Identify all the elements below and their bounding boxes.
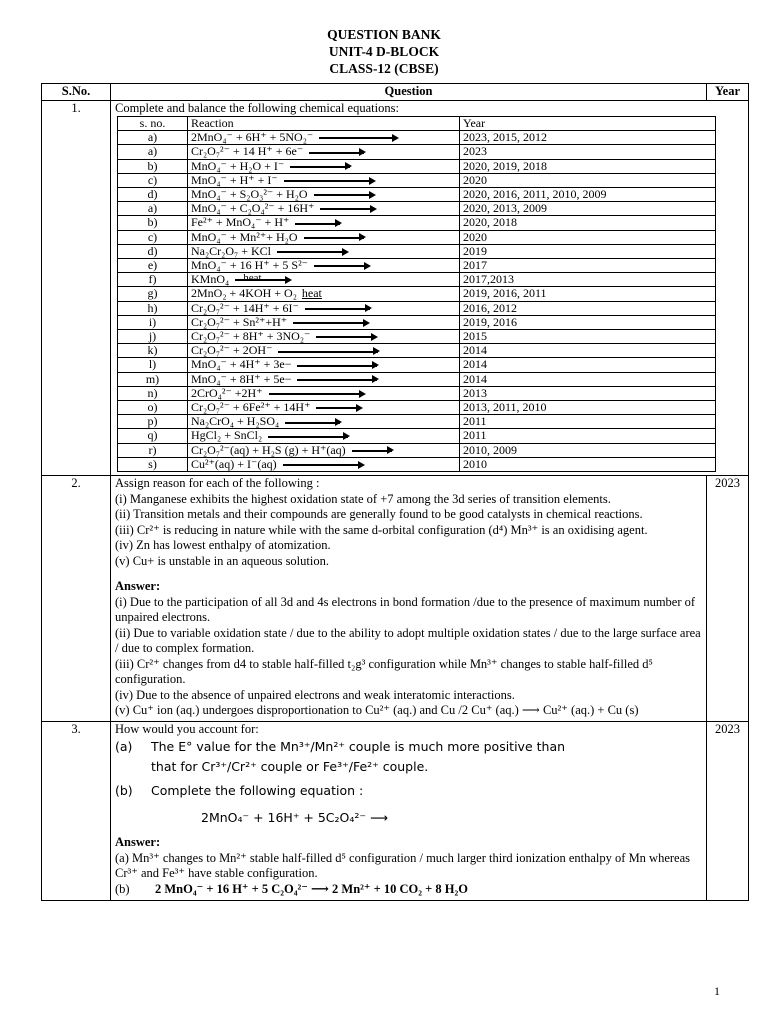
q2-item-4: (iv) Zn has lowest enthalpy of atomization.: [115, 538, 331, 553]
reaction-label: b): [118, 216, 188, 230]
q2-answer-4: (iv) Due to the absence of unpaired electrons and weak interatomic interactions.: [115, 687, 515, 702]
reaction-arrow-icon: [352, 450, 392, 452]
reaction-cell: [188, 145, 460, 159]
q3-answer-label: Answer:: [115, 835, 161, 850]
reaction-row: [118, 358, 716, 372]
reaction-cell: [188, 330, 460, 344]
reaction-year: 2015: [460, 330, 716, 344]
q2-item-1: (i) Manganese exhibits the highest oxidation state of +7 among the 3d series of transition elements.: [115, 491, 611, 506]
reaction-label: c): [118, 173, 188, 187]
q1-prompt: Complete and balance the following chemical equations:: [115, 100, 399, 115]
reaction-row: [118, 188, 716, 202]
q3-answer-b-label: (b): [115, 881, 130, 896]
year-header: Year: [707, 84, 749, 101]
reaction-label: s): [118, 457, 188, 471]
reaction-cell: [188, 244, 460, 258]
reaction-year: 2020: [460, 173, 716, 187]
reaction-year: 2014: [460, 372, 716, 386]
reaction-cell: [188, 429, 460, 443]
reaction-row: [118, 273, 716, 287]
q3-a-line1: The E° value for the Mn³⁺/Mn²⁺ couple is much more positive than: [151, 739, 566, 755]
table-header-row: [42, 84, 749, 101]
reaction-label: a): [118, 202, 188, 216]
reaction-text: MnO₄⁻ + 4H⁺ + 3e−: [191, 357, 292, 372]
reaction-row: [118, 344, 716, 358]
reaction-label: f): [118, 273, 188, 287]
reaction-text: Cr₂O₇²⁻ + 8H⁺ + 3NO₂⁻: [191, 329, 311, 344]
reaction-text: Cu²⁺(aq) + I⁻(aq): [191, 457, 277, 471]
reaction-year: 2017: [460, 259, 716, 273]
reaction-row: [118, 287, 716, 301]
reaction-row: [118, 372, 716, 386]
reaction-year: 2014: [460, 344, 716, 358]
q3-intro: How would you account for:: [115, 721, 259, 736]
reaction-cell: [188, 401, 460, 415]
reaction-row: [118, 429, 716, 443]
reaction-label: p): [118, 415, 188, 429]
reaction-row: [118, 216, 716, 230]
reaction-cell: [188, 301, 460, 315]
question-number: 1.: [42, 100, 111, 476]
reaction-arrow-icon: [285, 422, 340, 424]
reaction-year: 2019, 2016: [460, 315, 716, 329]
reaction-text: MnO₄⁻ + H⁺ + I⁻: [191, 173, 278, 187]
reaction-year: 2010, 2009: [460, 443, 716, 457]
q2-year: 2023: [707, 476, 749, 722]
reaction-arrow-icon: [304, 237, 364, 239]
reaction-cell: [188, 202, 460, 216]
reaction-cell: [188, 287, 460, 301]
reaction-label: d): [118, 244, 188, 258]
reaction-cell: [188, 273, 460, 287]
reaction-text: Cr₂O₇²⁻ + 2OH⁻: [191, 343, 273, 358]
reaction-label: h): [118, 301, 188, 315]
reaction-row: [118, 159, 716, 173]
q2-item-2: (ii) Transition metals and their compounds are generally found to be good catalysts in chemical reactions.: [115, 507, 643, 522]
reaction-text: Fe²⁺ + MnO₄⁻ + H⁺: [191, 215, 290, 230]
reaction-cell: [188, 315, 460, 329]
reaction-cell: [188, 173, 460, 187]
reaction-label: b): [118, 159, 188, 173]
reaction-text: Na₂CrO₄ + H₂SO₄: [191, 414, 280, 429]
reaction-text: MnO₄⁻ + Mn²⁺+ H₂O: [191, 230, 298, 244]
reaction-label: a): [118, 145, 188, 159]
q3-b-equation: 2MnO₄⁻ + 16H⁺ + 5C₂O₄²⁻ ⟶: [201, 810, 388, 826]
sno-header: S.No.: [42, 84, 111, 101]
reaction-text: 2MnO₂ + 4KOH + O₂: [191, 286, 297, 301]
reaction-year: 2016, 2012: [460, 301, 716, 315]
reaction-year: 2010: [460, 457, 716, 471]
reaction-year: 2019: [460, 244, 716, 258]
page-number: 1: [714, 984, 720, 998]
reaction-row: [118, 457, 716, 471]
q3-answer-a: (a) Mn³⁺ changes to Mn²⁺ stable half-filled d⁵ configuration / much larger third ionization enthalpy of Mn whereas Cr³⁺ and Fe³⁺ have stable configuration.: [115, 850, 691, 881]
reaction-label: a): [118, 131, 188, 145]
reaction-cell: [188, 358, 460, 372]
title-class: CLASS-12 (CBSE): [329, 61, 439, 76]
question-row-3: [42, 721, 749, 901]
reaction-text: MnO₄⁻ + 16 H⁺ + 5 S²⁻: [191, 258, 308, 273]
reaction-text: MnO₄⁻ + H₂O + I⁻: [191, 159, 285, 173]
reaction-label: o): [118, 401, 188, 415]
reaction-cell: [188, 344, 460, 358]
q2-item-3: (iii) Cr²⁺ is reducing in nature while with the same d-orbital configuration (d⁴) Mn³⁺ is an oxidising agent.: [115, 522, 648, 537]
reaction-arrow-icon: [277, 251, 347, 253]
reaction-text: HgCl₂ + SnCl₂: [191, 428, 263, 443]
q3-answer-b: 2 MnO₄⁻ + 16 H⁺ + 5 C₂O₄²⁻ ⟶ 2 Mn²⁺ + 10 CO₂ + 8 H₂O: [155, 881, 468, 896]
reaction-arrow-icon: [295, 223, 340, 225]
reaction-text: 2CrO₄²⁻ +2H⁺: [191, 386, 263, 400]
reaction-arrow-icon: [278, 351, 378, 353]
reaction-text: Cr₂O₇²⁻ + 6Fe²⁺ + 14H⁺: [191, 400, 311, 415]
reaction-table: [117, 116, 716, 472]
reaction-row: [118, 301, 716, 315]
reaction-condition: heat: [301, 286, 322, 301]
reaction-arrow-icon: [297, 379, 377, 381]
reaction-label: k): [118, 344, 188, 358]
reaction-label: j): [118, 330, 188, 344]
reaction-row: [118, 230, 716, 244]
question-number: 2.: [42, 476, 111, 722]
reaction-row: [118, 202, 716, 216]
reaction-label: r): [118, 443, 188, 457]
reaction-cell: [188, 159, 460, 173]
question-row-1: [42, 100, 749, 476]
reaction-label: q): [118, 429, 188, 443]
reaction-arrow-icon: [320, 208, 375, 210]
reaction-row: [118, 386, 716, 400]
reaction-year: 2011: [460, 429, 716, 443]
reaction-text: Cr₂O₇²⁻(aq) + H₂S (g) + H⁺(aq): [191, 443, 346, 457]
reaction-year: 2020: [460, 230, 716, 244]
reaction-text: MnO₄⁻ + C₂O₄²⁻ + 16H⁺: [191, 201, 315, 216]
question-header: Question: [111, 84, 707, 101]
reaction-year: 2020, 2016, 2011, 2010, 2009: [460, 188, 716, 202]
reaction-arrow-icon: [314, 265, 369, 267]
q3-b-text: Complete the following equation :: [151, 783, 364, 799]
reaction-arrow-icon: [297, 365, 377, 367]
reaction-year: 2013, 2011, 2010: [460, 401, 716, 415]
reaction-cell: [188, 131, 460, 145]
reaction-row: [118, 173, 716, 187]
reaction-arrow-icon: [293, 322, 368, 324]
q3-a-label: (a): [115, 739, 133, 755]
reaction-year-header: Year: [460, 117, 716, 131]
title-unit: UNIT-4 D-BLOCK: [328, 44, 440, 59]
reaction-arrow-icon: [316, 407, 361, 409]
reaction-cell: [188, 230, 460, 244]
reaction-row: [118, 259, 716, 273]
reaction-text: Na₂Cr₂O₇ + KCl: [191, 244, 271, 258]
reaction-arrow-icon: [305, 308, 370, 310]
reaction-year: 2023: [460, 145, 716, 159]
q2-answer-2: (ii) Due to variable oxidation state / due to the ability to adopt multiple oxidation states / due to the large surface area / due to complex formation.: [115, 625, 701, 656]
reaction-cell: [188, 457, 460, 471]
reaction-arrow-icon: [269, 393, 364, 395]
reaction-table-header: [118, 117, 716, 131]
reaction-arrow-icon: [314, 194, 374, 196]
reaction-label: d): [118, 188, 188, 202]
reaction-cell: [188, 372, 460, 386]
reaction-arrow-icon: [283, 464, 363, 466]
reaction-arrow-icon: [235, 272, 290, 285]
reaction-row: [118, 443, 716, 457]
reaction-row: [118, 244, 716, 258]
reaction-year: 2020, 2019, 2018: [460, 159, 716, 173]
reaction-cell: [188, 443, 460, 457]
reaction-cell: [188, 216, 460, 230]
q2-answer-1: (i) Due to the participation of all 3d and 4s electrons in bond formation /due to the presence of maximum number of unpaired electrons.: [115, 594, 696, 625]
reaction-row: [118, 131, 716, 145]
reaction-cell: [188, 188, 460, 202]
reaction-row: [118, 145, 716, 159]
q2-intro: Assign reason for each of the following :: [115, 476, 320, 491]
reaction-label: g): [118, 287, 188, 301]
reaction-text: MnO₄⁻ + S₂O₃²⁻ + H₂O: [191, 187, 308, 202]
reaction-year: 2020, 2018: [460, 216, 716, 230]
q3-b-label: (b): [115, 783, 133, 799]
reaction-cell: [188, 386, 460, 400]
reaction-year: 2013: [460, 386, 716, 400]
q2-answer-3: (iii) Cr²⁺ changes from d4 to stable half-filled t₂g³ configuration while Mn³⁺ changes to stable half-filled d⁵ configuration.: [115, 656, 653, 687]
reaction-label: l): [118, 358, 188, 372]
question-number: 3.: [42, 721, 111, 901]
reaction-row: [118, 401, 716, 415]
reaction-header: Reaction: [188, 117, 460, 131]
reaction-text: Cr₂O₇²⁻ + 14H⁺ + 6I⁻: [191, 301, 299, 315]
q3-a-line2: that for Cr³⁺/Cr²⁺ couple or Fe³⁺/Fe²⁺ couple.: [151, 759, 429, 775]
q2-item-5: (v) Cu+ is unstable in an aqueous solution.: [115, 553, 329, 568]
reaction-text: 2MnO₄⁻ + 6H⁺ + 5NO₂⁻: [191, 130, 314, 145]
reaction-label: m): [118, 372, 188, 386]
q2-answer-label: Answer:: [115, 579, 161, 594]
reaction-arrow-icon: [319, 137, 397, 139]
reaction-row: [118, 415, 716, 429]
reaction-label: e): [118, 259, 188, 273]
reaction-text: MnO₄⁻ + 8H⁺ + 5e−: [191, 372, 292, 386]
reaction-cell: [188, 259, 460, 273]
reaction-text: Cr₂O₇²⁻ + Sn²⁺+H⁺: [191, 315, 288, 329]
reaction-year: 2019, 2016, 2011: [460, 287, 716, 301]
reaction-year: 2017,2013: [460, 273, 716, 287]
reaction-text: KMnO₄: [191, 272, 230, 287]
question-table: [41, 83, 749, 901]
q3-year: 2023: [707, 721, 749, 901]
reaction-label: c): [118, 230, 188, 244]
title-question-bank: QUESTION BANK: [327, 27, 441, 42]
q2-answer-5: (v) Cu⁺ ion (aq.) undergoes disproportionation to Cu²⁺ (aq.) and Cu /2 Cu⁺ (aq.) ⟶ Cu²⁺ (aq.) + Cu (s): [115, 703, 639, 718]
question-row-2: [42, 476, 749, 722]
reaction-cell: [188, 415, 460, 429]
reaction-row: [118, 330, 716, 344]
reaction-condition: heat: [243, 272, 262, 285]
reaction-label: i): [118, 315, 188, 329]
reaction-text: Cr₂O₇²⁻ + 14 H⁺ + 6e⁻: [191, 144, 304, 159]
reaction-year: 2014: [460, 358, 716, 372]
reaction-year: 2011: [460, 415, 716, 429]
reaction-arrow-icon: [316, 336, 376, 338]
reaction-label: n): [118, 386, 188, 400]
reaction-arrow-icon: [290, 166, 350, 168]
reaction-year: 2020, 2013, 2009: [460, 202, 716, 216]
reaction-year: 2023, 2015, 2012: [460, 131, 716, 145]
reaction-arrow-icon: [309, 152, 364, 154]
reaction-row: [118, 315, 716, 329]
reaction-sno-header: s. no.: [118, 117, 188, 131]
reaction-arrow-icon: [284, 180, 374, 182]
reaction-arrow-icon: [268, 436, 348, 438]
